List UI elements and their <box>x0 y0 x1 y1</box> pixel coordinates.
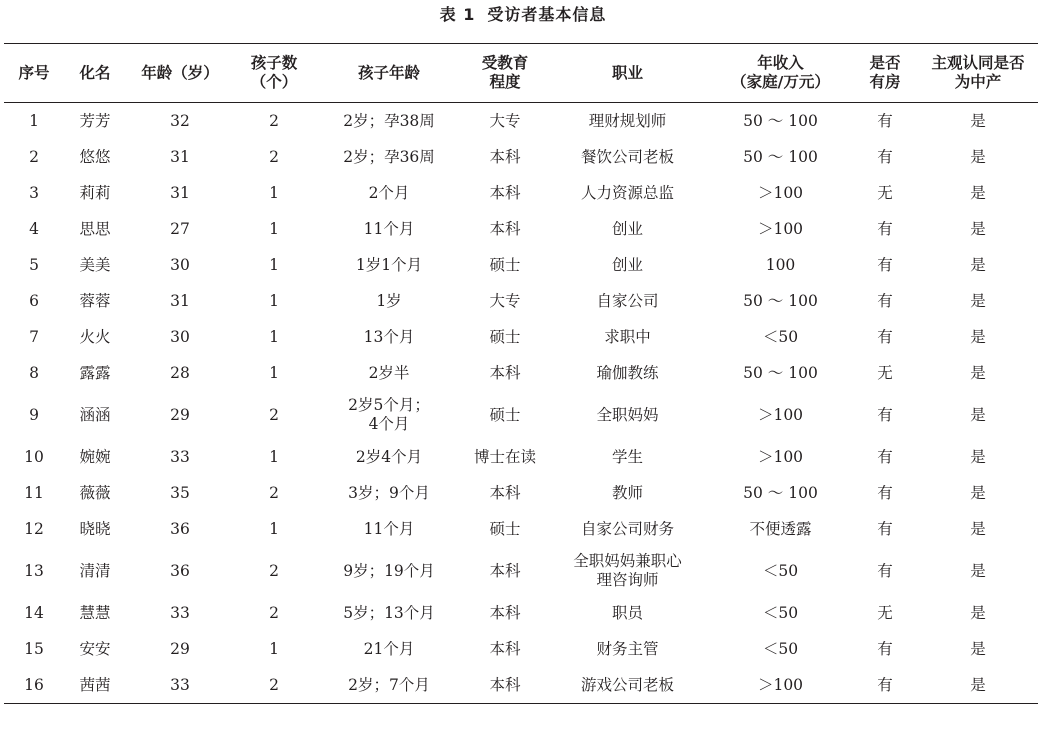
cell-index: 15 <box>24 639 44 658</box>
header-cell-education: 受教育 程度 <box>464 44 546 103</box>
cell-age: 36 <box>170 561 190 580</box>
cell-index: 6 <box>29 291 39 310</box>
cell-age: 35 <box>170 483 190 502</box>
table-row <box>4 511 1038 547</box>
cell-alias: 芳芳 <box>79 111 111 130</box>
cell-home: 无 <box>877 183 893 202</box>
cell-income: 50 ～ 100 <box>743 147 818 166</box>
cell-children-count: 2 <box>269 603 279 622</box>
cell-middle-class: 是 <box>970 147 986 166</box>
cell-occupation: 创业 <box>611 255 643 274</box>
cell-education: 本科 <box>489 363 521 382</box>
cell-income: ＞100 <box>757 447 804 466</box>
cell-income: ＜50 <box>762 327 799 346</box>
cell-income: 100 <box>765 255 796 274</box>
cell-index: 16 <box>4 667 64 704</box>
cell-middle-class: 是 <box>970 327 986 346</box>
cell-home: 有 <box>877 327 893 346</box>
header-cell-index: 序号 <box>4 44 64 103</box>
cell-income: 不便透露 <box>749 519 812 538</box>
cell-education: 博士在读 <box>473 447 536 466</box>
cell-occupation: 学生 <box>611 447 643 466</box>
cell-income: ＞100 <box>757 405 804 424</box>
cell-income: ＞100 <box>709 667 852 704</box>
cell-middle-class: 是 <box>970 219 986 238</box>
table-row <box>4 355 1038 391</box>
cell-alias: 安安 <box>79 639 111 658</box>
cell-education: 硕士 <box>489 519 521 538</box>
cell-education: 硕士 <box>489 405 521 424</box>
cell-age: 33 <box>170 603 190 622</box>
cell-age: 30 <box>170 255 190 274</box>
cell-children-age: 2岁；7个月 <box>314 667 464 704</box>
cell-education: 硕士 <box>489 327 521 346</box>
cell-home: 有 <box>877 483 893 502</box>
cell-middle-class: 是 <box>970 363 986 382</box>
cell-home: 有 <box>877 561 893 580</box>
cell-age: 28 <box>170 363 190 382</box>
cell-occupation: 职员 <box>611 603 643 622</box>
cell-children-age: 3岁；9个月 <box>348 483 430 502</box>
cell-children-count: 2 <box>269 483 279 502</box>
cell-alias: 火火 <box>79 327 111 346</box>
cell-middle-class: 是 <box>970 255 986 274</box>
cell-children-age: 1岁1个月 <box>355 255 423 274</box>
cell-index: 13 <box>24 561 44 580</box>
header-cell-alias: 化名 <box>64 44 126 103</box>
cell-alias: 思思 <box>79 219 111 238</box>
cell-income: 50 ～ 100 <box>743 291 818 310</box>
cell-age: 27 <box>170 219 190 238</box>
cell-education: 硕士 <box>489 255 521 274</box>
cell-age: 30 <box>170 327 190 346</box>
cell-age: 36 <box>170 519 190 538</box>
cell-middle-class: 是 <box>970 519 986 538</box>
table-title: 受访者基本信息 <box>487 5 607 24</box>
cell-education: 大专 <box>489 111 521 130</box>
cell-children-age: 2岁；孕38周 <box>343 111 435 130</box>
table-row <box>4 283 1038 319</box>
cell-education: 本科 <box>489 561 521 580</box>
cell-home: 有 <box>877 219 893 238</box>
cell-age: 31 <box>170 147 190 166</box>
cell-middle-class: 是 <box>970 111 986 130</box>
table-row <box>4 631 1038 667</box>
cell-index: 14 <box>24 603 44 622</box>
cell-occupation: 自家公司财务 <box>580 519 674 538</box>
cell-children-count: 2 <box>269 561 279 580</box>
cell-alias: 茜茜 <box>64 667 126 704</box>
cell-home: 有 <box>877 519 893 538</box>
cell-children-count: 1 <box>269 639 279 658</box>
cell-home: 有 <box>877 147 893 166</box>
cell-occupation: 自家公司 <box>596 291 659 310</box>
cell-age: 29 <box>170 405 190 424</box>
header-cell-home: 是否 有房 <box>852 44 918 103</box>
cell-home: 有 <box>877 639 893 658</box>
cell-income: 50 ～ 100 <box>743 483 818 502</box>
cell-occupation: 全职妈妈兼职心 理咨询师 <box>573 552 682 589</box>
table-row <box>4 547 1038 595</box>
cell-alias: 薇薇 <box>79 483 111 502</box>
cell-children-count: 2 <box>269 147 279 166</box>
cell-children-age: 9岁；19个月 <box>343 561 435 580</box>
table-body <box>4 103 1038 704</box>
cell-occupation: 全职妈妈 <box>596 405 659 424</box>
cell-alias: 慧慧 <box>79 603 111 622</box>
cell-income: 50 ～ 100 <box>743 363 818 382</box>
cell-age: 31 <box>170 291 190 310</box>
cell-children-age: 1岁 <box>376 291 402 310</box>
cell-education: 本科 <box>489 219 521 238</box>
cell-index: 7 <box>29 327 39 346</box>
table-number: 表 1 <box>439 5 476 24</box>
table-row <box>4 211 1038 247</box>
cell-income: 50 ～ 100 <box>743 111 818 130</box>
cell-occupation: 人力资源总监 <box>580 183 674 202</box>
cell-index: 8 <box>29 363 39 382</box>
cell-children-count: 1 <box>269 327 279 346</box>
cell-children-age: 13个月 <box>363 327 415 346</box>
cell-middle-class: 是 <box>970 405 986 424</box>
cell-alias: 美美 <box>79 255 111 274</box>
cell-children-age: 2岁半 <box>368 363 410 382</box>
cell-income: ＜50 <box>762 561 799 580</box>
table-row <box>4 319 1038 355</box>
cell-middle-class: 是 <box>970 447 986 466</box>
cell-children-age: 5岁；13个月 <box>343 603 435 622</box>
cell-education: 大专 <box>489 291 521 310</box>
cell-occupation: 理财规划师 <box>588 111 667 130</box>
cell-alias: 婉婉 <box>79 447 111 466</box>
cell-children-count: 2 <box>269 405 279 424</box>
table-row <box>4 391 1038 439</box>
cell-children-count: 2 <box>269 111 279 130</box>
header-cell-occupation: 职业 <box>546 44 709 103</box>
table-row <box>4 247 1038 283</box>
header-cell-income: 年收入 （家庭/万元） <box>709 44 852 103</box>
cell-occupation: 餐饮公司老板 <box>580 147 674 166</box>
cell-home: 有 <box>877 405 893 424</box>
cell-middle-class: 是 <box>970 639 986 658</box>
cell-children-age: 11个月 <box>363 519 415 538</box>
cell-children-count: 1 <box>269 447 279 466</box>
cell-home: 无 <box>877 363 893 382</box>
cell-age: 32 <box>170 111 190 130</box>
cell-children-count: 2 <box>234 667 314 704</box>
cell-index: 5 <box>29 255 39 274</box>
cell-index: 10 <box>24 447 44 466</box>
cell-age: 33 <box>170 447 190 466</box>
cell-alias: 露露 <box>79 363 111 382</box>
cell-middle-class: 是 <box>970 603 986 622</box>
cell-education: 本科 <box>489 183 521 202</box>
cell-income: ＞100 <box>757 219 804 238</box>
cell-education: 本科 <box>489 639 521 658</box>
cell-index: 2 <box>29 147 39 166</box>
cell-education: 本科 <box>489 483 521 502</box>
cell-alias: 蓉蓉 <box>79 291 111 310</box>
cell-home: 有 <box>877 255 893 274</box>
cell-index: 9 <box>29 405 39 424</box>
cell-middle-class: 是 <box>970 483 986 502</box>
cell-occupation: 瑜伽教练 <box>596 363 659 382</box>
respondent-table <box>4 43 1038 704</box>
cell-index: 1 <box>29 111 39 130</box>
cell-home: 无 <box>877 603 893 622</box>
cell-children-count: 1 <box>269 519 279 538</box>
table-row <box>4 175 1038 211</box>
cell-income: ＜50 <box>762 639 799 658</box>
cell-children-count: 1 <box>269 291 279 310</box>
cell-education: 本科 <box>489 147 521 166</box>
cell-occupation: 创业 <box>611 219 643 238</box>
cell-index: 4 <box>29 219 39 238</box>
table-row <box>4 139 1038 175</box>
table-row <box>4 667 1038 704</box>
cell-alias: 悠悠 <box>79 147 111 166</box>
cell-age: 31 <box>170 183 190 202</box>
cell-alias: 清清 <box>79 561 111 580</box>
cell-index: 11 <box>24 483 44 502</box>
cell-education: 本科 <box>489 603 521 622</box>
cell-home: 有 <box>877 291 893 310</box>
table-row <box>4 439 1038 475</box>
cell-occupation: 教师 <box>611 483 643 502</box>
cell-middle-class: 是 <box>970 561 986 580</box>
cell-children-age: 21个月 <box>363 639 415 658</box>
cell-children-age: 2岁5个月； 4个月 <box>348 396 430 433</box>
cell-education: 本科 <box>464 667 546 704</box>
cell-occupation: 游戏公司老板 <box>546 667 709 704</box>
cell-children-count: 1 <box>269 363 279 382</box>
cell-home: 有 <box>877 447 893 466</box>
cell-children-age: 2岁；孕36周 <box>343 147 435 166</box>
cell-alias: 晓晓 <box>79 519 111 538</box>
cell-alias: 涵涵 <box>79 405 111 424</box>
cell-alias: 莉莉 <box>79 183 111 202</box>
cell-children-count: 1 <box>269 219 279 238</box>
cell-occupation: 财务主管 <box>596 639 659 658</box>
cell-children-age: 2个月 <box>368 183 410 202</box>
cell-children-count: 1 <box>269 255 279 274</box>
cell-middle-class: 是 <box>918 667 1038 704</box>
table-caption <box>0 4 1046 26</box>
cell-home: 有 <box>852 667 918 704</box>
cell-home: 有 <box>877 111 893 130</box>
cell-income: ＜50 <box>762 603 799 622</box>
header-cell-children-count: 孩子数 （个） <box>234 44 314 103</box>
cell-age: 29 <box>170 639 190 658</box>
cell-index: 3 <box>29 183 39 202</box>
table-row <box>4 595 1038 631</box>
header-cell-children-age: 孩子年龄 <box>314 44 464 103</box>
cell-occupation: 求职中 <box>604 327 651 346</box>
header-cell-age: 年龄（岁） <box>126 44 234 103</box>
header-row <box>4 44 1038 103</box>
cell-children-age: 2岁4个月 <box>355 447 423 466</box>
table-row <box>4 103 1038 140</box>
cell-children-age: 11个月 <box>363 219 415 238</box>
cell-age: 33 <box>126 667 234 704</box>
table-row <box>4 475 1038 511</box>
cell-middle-class: 是 <box>970 183 986 202</box>
header-cell-middle-class: 主观认同是否 为中产 <box>918 44 1038 103</box>
cell-income: ＞100 <box>757 183 804 202</box>
cell-index: 12 <box>24 519 44 538</box>
cell-children-count: 1 <box>269 183 279 202</box>
cell-middle-class: 是 <box>970 291 986 310</box>
